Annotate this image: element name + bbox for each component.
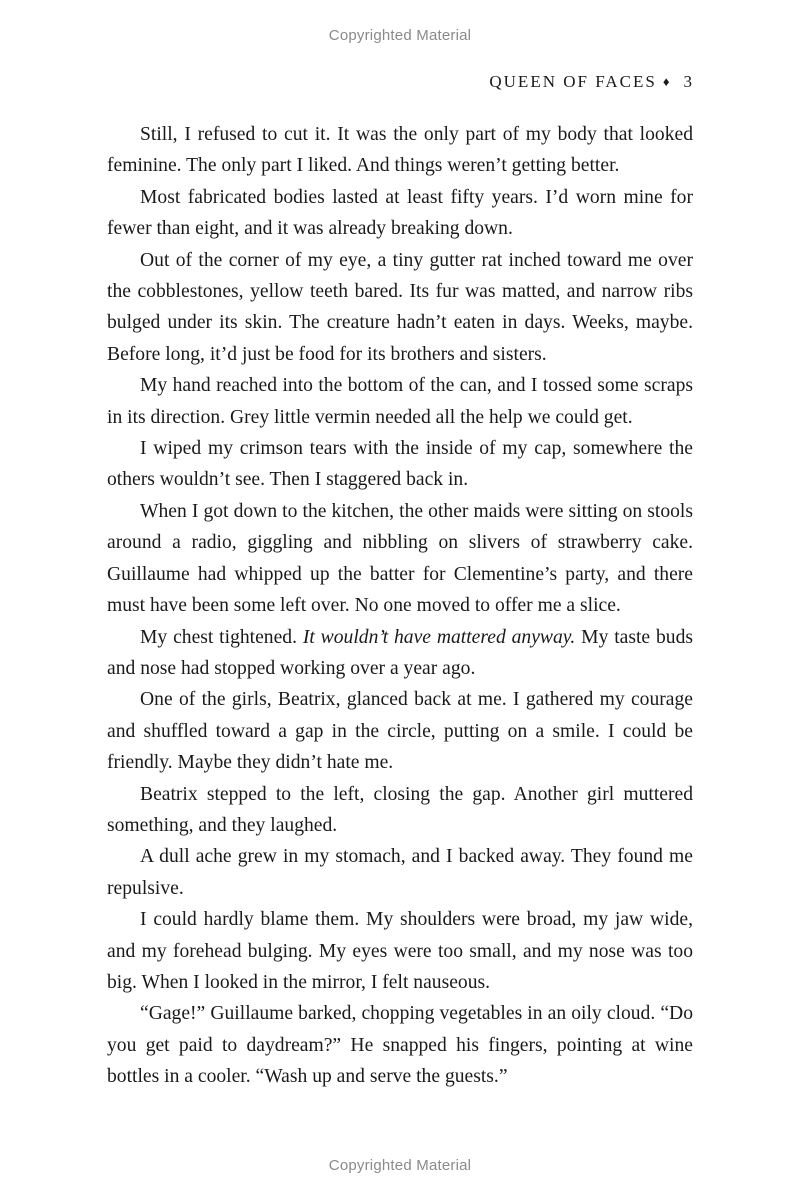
paragraph: Still, I refused to cut it. It was the only part of my body that looked feminine. The only part I liked. And things weren’t getting better. [107, 124, 693, 177]
paragraph-text: My taste buds and nose had stopped working over a year ago. [107, 626, 693, 679]
paragraph [107, 622, 693, 685]
paragraph-text: My chest tightened. [140, 626, 303, 648]
paragraph: “Gage!” Guillaume barked, chopping vegetables in an oily cloud. “Do you get paid to daydream?” He snapped his fingers, pointing at wine bottles in a cooler. “Wash up and serve the guests.” [107, 1003, 693, 1088]
running-header [489, 72, 692, 92]
diamond-separator-icon: ♦ [662, 74, 672, 89]
paragraph: A dull ache grew in my stomach, and I backed away. They found me repulsive. [107, 846, 693, 899]
copyright-watermark-top: Copyrighted Material [328, 27, 472, 44]
paragraph: My hand reached into the bottom of the can, and I tossed some scraps in its direction. Grey little vermin needed all the help we could get. [107, 375, 693, 428]
paragraph: When I got down to the kitchen, the other maids were sitting on stools around a radio, giggling and nibbling on slivers of strawberry cake. Guillaume had whipped up the batter for Clementine’s party, and there must have been some left over. No one moved to offer me a slice. [107, 500, 693, 617]
book-title: QUEEN OF FACES [489, 72, 657, 91]
body-text [107, 119, 693, 1093]
paragraph: I wiped my crimson tears with the inside of my cap, somewhere the others wouldn’t see. Then I staggered back in. [107, 438, 693, 491]
italic-thought: It wouldn’t have mattered anyway. [302, 626, 576, 648]
paragraph: Out of the corner of my eye, a tiny gutter rat inched toward me over the cobblestones, yellow teeth bared. Its fur was matted, and narrow ribs bulged under its skin. The creature hadn’t eaten in days. Weeks, maybe. Before long, it’d just be food for its brothers and sisters. [107, 249, 693, 365]
copyright-watermark-bottom: Copyrighted Material [328, 1157, 472, 1174]
paragraph: I could hardly blame them. My shoulders were broad, my jaw wide, and my forehead bulging. My eyes were too small, and my nose was too big. When I looked in the mirror, I felt nauseous. [107, 909, 693, 993]
paragraph: Beatrix stepped to the left, closing the gap. Another girl muttered something, and they laughed. [107, 783, 693, 836]
paragraph: Most fabricated bodies lasted at least fifty years. I’d worn mine for fewer than eight, and it was already breaking down. [107, 186, 693, 240]
page-number: 3 [683, 72, 692, 91]
paragraph: One of the girls, Beatrix, glanced back at me. I gathered my courage and shuffled toward a gap in the circle, putting on a smile. I could be friendly. Maybe they didn’t hate me. [107, 689, 693, 774]
